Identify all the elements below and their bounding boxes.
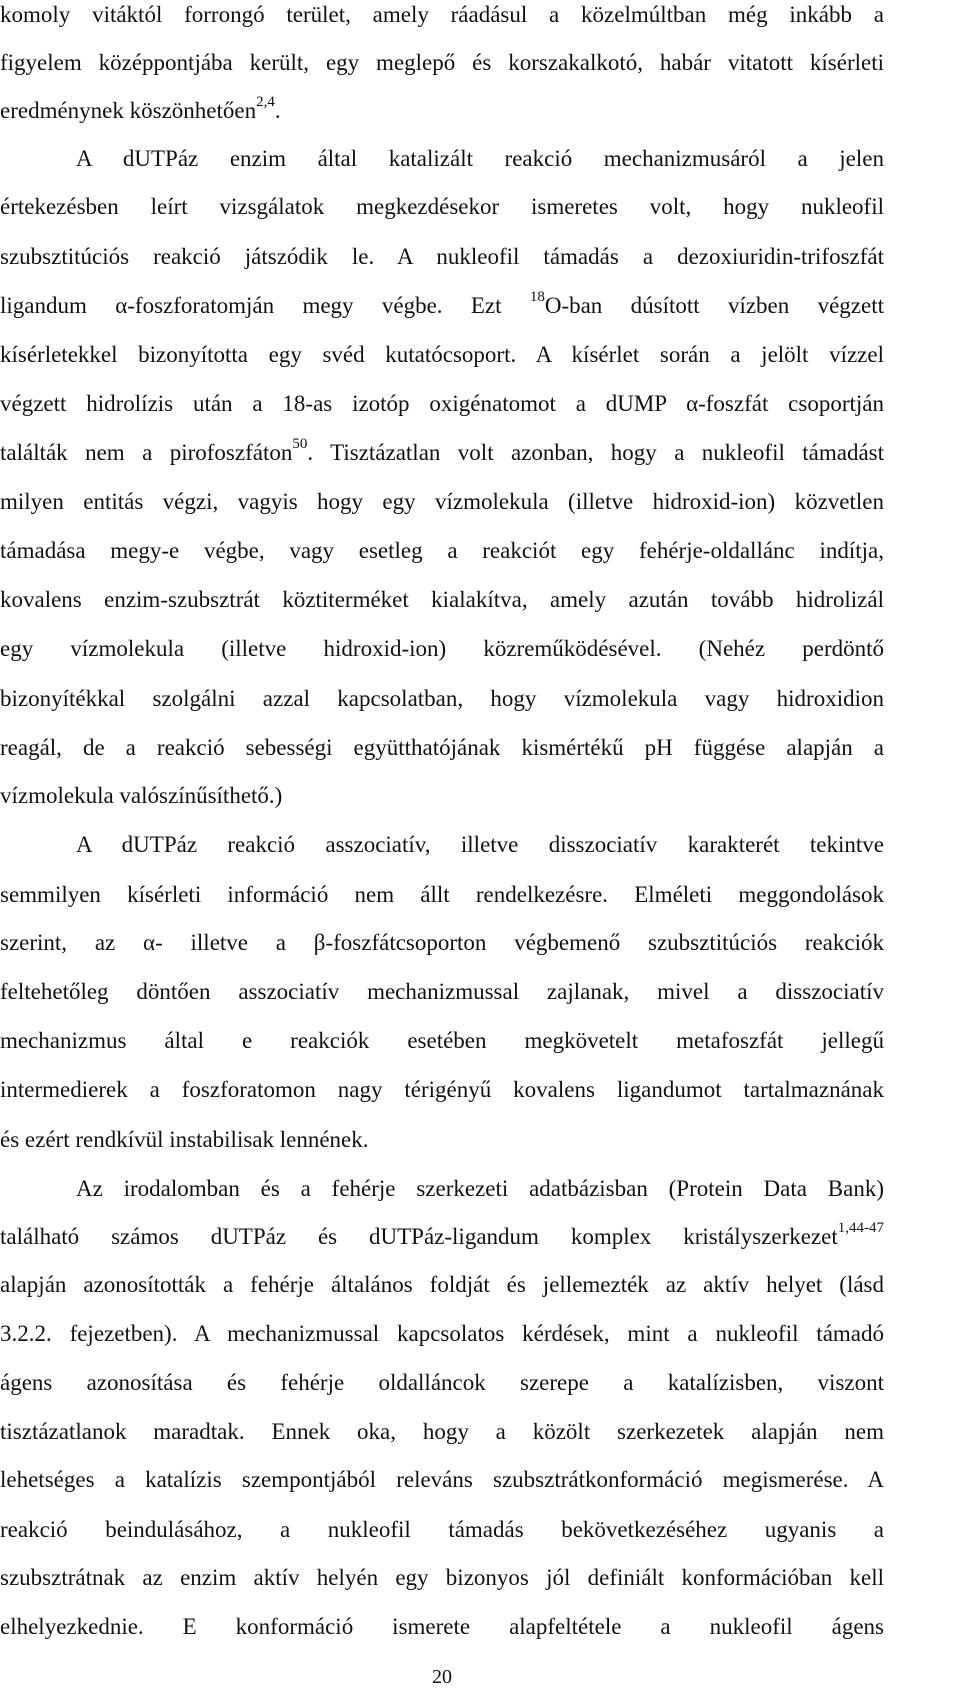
text-line: elhelyezkednie. E konformáció ismerete alapfeltétele a nukleofil ágens [0, 1614, 884, 1639]
text-line: szerint, az α- illetve a β-foszfátcsoporton végbemenő szubsztitúciós reakciók [0, 930, 884, 955]
text-segment: eredménynek köszönhetően [0, 98, 257, 123]
text-line: 3.2.2. fejezetben). A mechanizmussal kapcsolatos kérdések, mint a nukleofil támadó [0, 1321, 884, 1346]
citation-superscript: 50 [292, 436, 308, 453]
text-segment: találták nem a pirofoszfáton [0, 440, 293, 465]
text-line: feltehetőleg döntően asszociatív mechanizmussal zajlanak, mivel a disszociatív [0, 979, 884, 1004]
text-line [0, 438, 884, 468]
text-segment: . [274, 98, 281, 123]
text-line: intermedierek a foszforatomon nagy térigényű kovalens ligandumot tartalmaznának [0, 1077, 884, 1102]
text-line: reakció beindulásához, a nukleofil támadás bekövetkezéséhez ugyanis a [0, 1517, 884, 1542]
text-line: kísérletekkel bizonyította egy svéd kutatócsoport. A kísérlet során a jelölt vízzel [0, 342, 884, 367]
text-line: végzett hidrolízis után a 18-as izotóp oxigénatomot a dUMP α-foszfát csoportján [0, 391, 884, 416]
text-line: A dUTPáz enzim által katalizált reakció mechanizmusáról a jelen [76, 146, 884, 171]
text-segment: . Tisztázatlan volt azonban, hogy a nukleofil támadást [307, 440, 885, 465]
text-line: komoly vitáktól forrongó terület, amely ráadásul a közelmúltban még inkább a [0, 2, 884, 27]
citation-superscript: 18 [529, 289, 545, 306]
text-line: semmilyen kísérleti információ nem állt rendelkezésre. Elméleti meggondolások [0, 882, 884, 907]
text-line: vízmolekula valószínűsíthető.) [0, 783, 283, 808]
text-line: értekezésben leírt vizsgálatok megkezdésekor ismeretes volt, hogy nukleofil [0, 194, 884, 219]
text-line: figyelem középpontjába került, egy meglepő és korszakalkotó, habár vitatott kísérleti [0, 50, 884, 75]
text-line: A dUTPáz reakció asszociatív, illetve disszociatív karakterét tekintve [76, 832, 884, 857]
text-line: támadása megy-e végbe, vagy esetleg a reakciót egy fehérje-oldallánc indítja, [0, 538, 884, 563]
text-line: lehetséges a katalízis szempontjából releváns szubsztrátkonformáció megismerése. A [0, 1467, 884, 1492]
text-line: szubsztitúciós reakció játszódik le. A nukleofil támadás a dezoxiuridin-trifoszfát [0, 244, 884, 269]
text-line: egy vízmolekula (illetve hidroxid-ion) közreműködésével. (Nehéz perdöntő [0, 636, 884, 661]
text-line [0, 291, 884, 321]
text-line: alapján azonosították a fehérje általános foldját és jellemezték az aktív helyet (lásd [0, 1272, 884, 1297]
text-segment: O-ban dúsított vízben végzett [544, 293, 884, 318]
text-line: reagál, de a reakció sebességi együtthatójának kismértékű pH függése alapján a [0, 735, 884, 760]
text-line: Az irodalomban és a fehérje szerkezeti adatbázisban (Protein Data Bank) [76, 1176, 884, 1201]
text-line [0, 96, 884, 126]
text-line: és ezért rendkívül instabilisak lennének. [0, 1127, 369, 1152]
text-segment: található számos dUTPáz és dUTPáz-ligandum komplex kristályszerkezet [0, 1224, 838, 1249]
citation-superscript: 2,4 [256, 94, 275, 111]
text-segment: ligandum α-foszforatomján megy végbe. Ezt [0, 293, 530, 318]
text-line: szubsztrátnak az enzim aktív helyén egy bizonyos jól definiált konformációban kell [0, 1565, 884, 1590]
text-line: mechanizmus által e reakciók esetében megkövetelt metafoszfát jellegű [0, 1028, 884, 1053]
text-line: bizonyítékkal szolgálni azzal kapcsolatban, hogy vízmolekula vagy hidroxidion [0, 686, 884, 711]
text-line: ágens azonosítása és fehérje oldalláncok szerepe a katalízisben, viszont [0, 1370, 884, 1395]
page-number: 20 [432, 1666, 452, 1688]
text-line: kovalens enzim-szubsztrát köztiterméket kialakítva, amely azután tovább hidrolizál [0, 587, 884, 612]
text-line: milyen entitás végzi, vagyis hogy egy vízmolekula (illetve hidroxid-ion) közvetlen [0, 489, 884, 514]
citation-superscript: 1,44-47 [837, 1220, 884, 1237]
text-line [0, 1222, 884, 1252]
text-line: tisztázatlanok maradtak. Ennek oka, hogy a közölt szerkezetek alapján nem [0, 1419, 884, 1444]
